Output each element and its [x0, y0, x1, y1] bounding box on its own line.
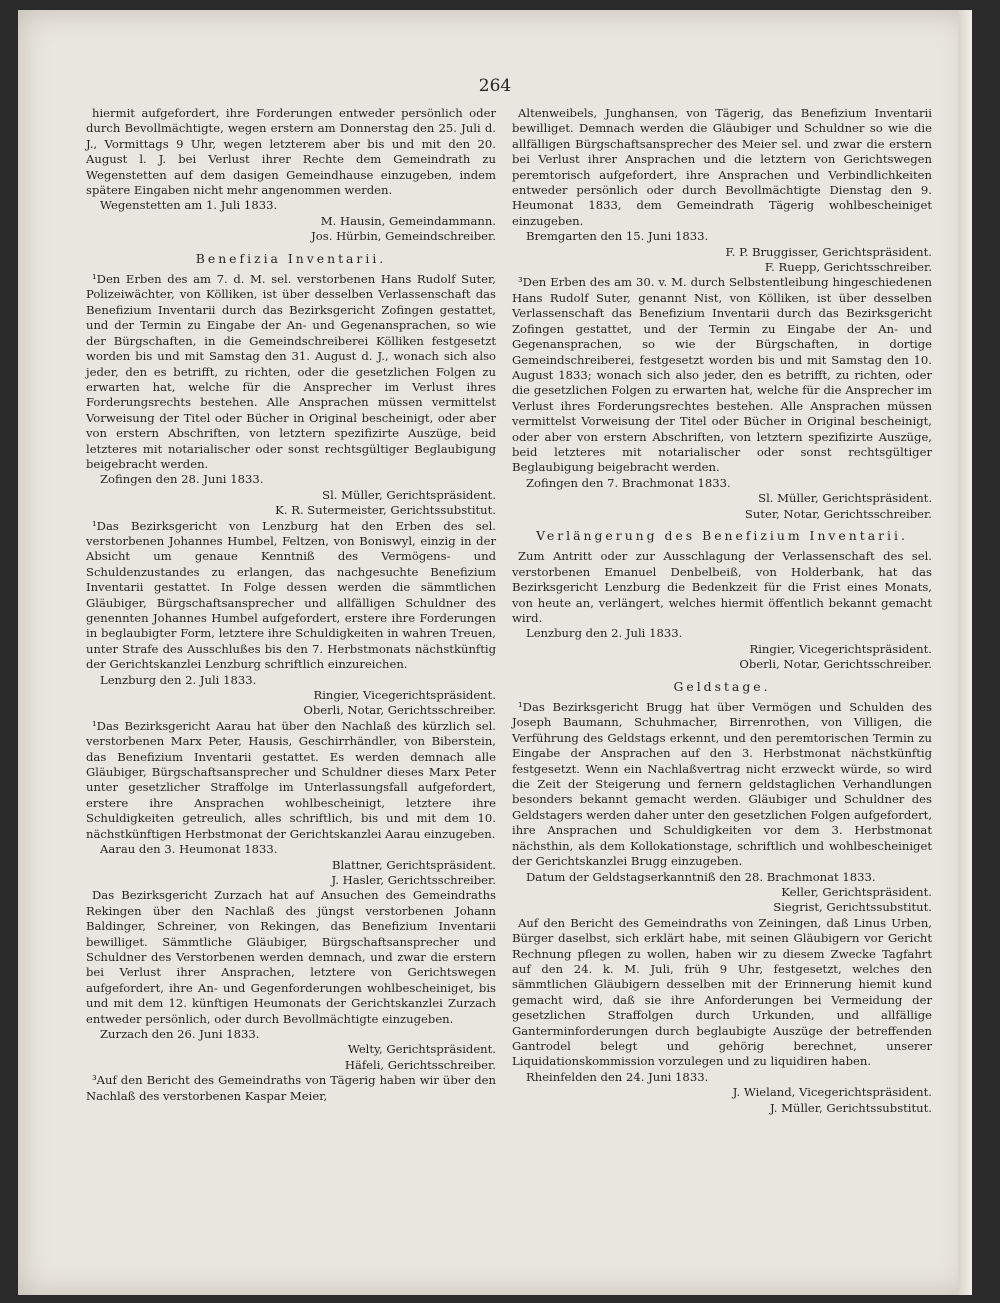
place-date-line: Datum der Geldstagserkanntniß den 28. Brachmonat 1833.	[526, 869, 876, 884]
signature-line: F. Ruepp, Gerichtsschreiber.	[764, 260, 932, 275]
notice-paragraph: ³Den Erben des am 30. v. M. durch Selbstentleibung hingeschiedenen Hans Rudolf Suter, genannt Nist, von Kölliken, ist über desselben Verlassenschaft das Benefizium Inventarii durch das Bezirksgericht Zofingen gestattet, und der Termin zu Eingabe der An- und Gegenansprachen, so wie der Bürgschaften, in dortige Gemeindschreiberei, festgesetzt worden bis und mit Samstag den 10. August 1833; wonach sich also jeder, den es betrifft, zu richten, oder die gesetzlichen Folgen zu erwarten hat, welche für die Ansprecher im Verlust ihres Forderungsrechtes bestehen. Alle Ansprachen müssen vermittelst Vorweisung der Titel oder Bücher in Original bescheinigt, oder aber von erstern Abschriften, von letztern spezifizirte Auszüge, beid letzteres mit notarialischer oder sonst rechtsgültiger Beglaubigung beigebracht werden.	[512, 275, 932, 475]
signature-line: F. P. Bruggisser, Gerichtspräsident.	[725, 244, 932, 259]
place-date-line: Lenzburg den 2. Juli 1833.	[100, 672, 257, 687]
newspaper-page	[18, 10, 972, 1295]
signature-line: J. Hasler, Gerichtsschreiber.	[331, 872, 496, 887]
section-heading: Geldstage.	[673, 678, 771, 694]
signature-line: Häfeli, Gerichtsschreiber.	[344, 1057, 496, 1072]
place-date-line: Bremgarten den 15. Juni 1833.	[526, 229, 709, 244]
signature-line: Welty, Gerichtspräsident.	[347, 1042, 496, 1057]
page-number: 264	[478, 76, 512, 96]
place-date-line: Wegenstetten am 1. Juli 1833.	[100, 198, 278, 213]
signature-line: J. Wieland, Vicegerichtspräsident.	[732, 1085, 932, 1100]
page-spine	[958, 10, 972, 1295]
place-date-line: Rheinfelden den 24. Juni 1833.	[526, 1069, 709, 1084]
signature-line: Blattner, Gerichtspräsident.	[332, 857, 496, 872]
signature-line: Siegrist, Gerichtssubstitut.	[773, 900, 932, 915]
signature-line: Ringier, Vicegerichtspräsident.	[313, 688, 496, 703]
notice-paragraph: ³Auf den Bericht des Gemeindraths von Tägerig haben wir über den Nachlaß des verstorbenen Kaspar Meier,	[86, 1073, 496, 1103]
signature-line: M. Hausin, Gemeindammann.	[320, 213, 496, 228]
notice-paragraph: Altenweibels, Junghansen, von Tägerig, das Benefizium Inventarii bewilliget. Demnach werden die Gläubiger und Schuldner so wie die allfälligen Bürgschaftsansprecher des Meier sel. und zwar die erstern bei Verlust ihrer Ansprachen und die letztern von Gerichtswegen peremtorisch aufgefordert, ihre Ansprachen und Verbindlichkeiten entweder persönlich oder durch Bevollmächtigte Dienstag den 9. Heumonat 1833, dem Gemeindrath Tägerig wohlbescheiniget einzugeben.	[512, 106, 932, 228]
notice-paragraph: ¹Das Bezirksgericht Aarau hat über den Nachlaß des kürzlich sel. verstorbenen Marx Peter, Hausis, Geschirrhändler, von Biberstein, das Benefizium Inventarii gestattet. Es werden demnach alle Gläubiger, Bürgschaftsansprecher und Schuldner dieses Marx Peter unter gesetzlicher Straffolge im Unterlassungsfall aufgefordert, erstere ihre Ansprachen wohlbescheinigt, letztere ihre Schuldigkeiten getreulich, alles schriftlich, bis und mit dem 10. nächstkünftigen Herbstmonat der Gerichtskanzlei Aarau einzugeben.	[86, 718, 496, 841]
notice-paragraph: Auf den Bericht des Gemeindraths von Zeiningen, daß Linus Urben, Bürger daselbst, sich erklärt habe, mit seinen Gläubigern vor Gericht Rechnung pflegen zu wollen, haben wir zu diesem Zwecke Tagfahrt auf den 24. k. M. Juli, früh 9 Uhr, festgesetzt, welches den sämmtlichen Gläubigern desselben mit der Erinnerung hiemit kund gemacht wird, daß sie ihre Anforderungen bei Vermeidung der gesetzlichen Straffolgen durch Urkunden, und allfällige Ganterminforderungen durch beglaubigte Auszüge der betreffenden Gantrodel belegt und gehörig berechnet, unserer Liquidationskommission vorzulegen und zu liquidiren haben.	[512, 915, 932, 1069]
signature-line: Sl. Müller, Gerichtspräsident.	[322, 487, 496, 502]
place-date-line: Zofingen den 7. Brachmonat 1833.	[526, 475, 731, 490]
place-date-line: Zurzach den 26. Juni 1833.	[100, 1026, 260, 1041]
section-heading: Benefizia Inventarii.	[195, 250, 387, 266]
notice-paragraph: hiermit aufgefordert, ihre Forderungen entweder persönlich oder durch Bevollmächtigte, wegen erstern am Donnerstag den 25. Juli d. J., Vormittags 9 Uhr, wegen letzterem aber bis und mit den 20. August l. J. bei Verlust ihrer Rechte dem Gemeindrath zu Wegenstetten auf dem dasigen Gemeindhause einzugeben, indem spätere Eingaben nicht mehr angenommen werden.	[86, 106, 496, 198]
notice-paragraph: Zum Antritt oder zur Ausschlagung der Verlassenschaft des sel. verstorbenen Emanuel Denbelbeiß, von Holderbank, hat das Bezirksgericht Lenzburg die Bedenkzeit für die Frist eines Monats, von heute an, verlängert, welches hiermit öffentlich bekannt gemacht wird.	[512, 549, 932, 625]
section-heading: Verlängerung des Benefizium Inventarii.	[536, 527, 908, 543]
notice-paragraph: Das Bezirksgericht Zurzach hat auf Ansuchen des Gemeindraths Rekingen über den Nachlaß des jüngst verstorbenen Johann Baldinger, Schreiner, von Rekingen, das Benefizium Inventarii bewilliget. Sämmtliche Gläubiger, Bürgschaftsansprecher und Schuldner des Verstorbenen werden demnach, und zwar die erstern bei Verlust ihrer Ansprachen, letztere von Gerichtswegen aufgefordert, ihre An- und Gegenforderungen wohlbescheiniget, bis und mit dem 12. künftigen Heumonats der Gerichtskanzlei Zurzach entweder persönlich, oder durch Bevollmächtigte einzugeben.	[86, 888, 496, 1026]
place-date-line: Zofingen den 28. Juni 1833.	[100, 472, 264, 487]
notice-paragraph: ¹Das Bezirksgericht Brugg hat über Vermögen und Schulden des Joseph Baumann, Schuhmacher, Birrenrothen, von Villigen, die Verführung des Geldstags erkennt, und den peremtorischen Termin zu Eingabe der Ansprachen auf den 3. Herbstmonat nächstkünftig festgesetzt. Wenn ein Nachlaßvertrag nicht erzweckt würde, so wird die Zeit der Steigerung und fernern geldstaglichen Verhandlungen besonders bekannt gemacht werden. Gläubiger und Schuldner des Geldstagers werden daher unter den gesetzlichen Folgen aufgefordert, ihre Ansprachen und Schuldigkeiten vor dem 3. Herbstmonat nächsthin, als dem Kollokationstage, schriftlich und wohlbescheiniget der Gerichtskanzlei Brugg einzugeben.	[512, 700, 932, 869]
signature-line: Keller, Gerichtspräsident.	[781, 884, 932, 899]
signature-line: Sl. Müller, Gerichtspräsident.	[758, 491, 932, 506]
notice-paragraph: ¹Das Bezirksgericht von Lenzburg hat den Erben des sel. verstorbenen Johannes Humbel, Feltzen, von Boniswyl, einzig in der Absicht um genaue Kenntniß des Vermögens- und Schuldenzustandes zu erlangen, das nachgesuchte Benefizium Inventarii gestattet. In Folge dessen werden die sämmtlichen Gläubiger, Bürgschaftsansprecher und allfälligen Schuldner des genennten Johannes Humbel aufgefordert, erstere ihre Forderungen in beglaubigter Form, letztere ihre Schuldigkeiten in wahren Treuen, unter Strafe des Ausschlußes bis den 7. Herbstmonats nächstkünftig der Gerichtskanzlei Lenzburg schriftlich einzureichen.	[86, 518, 496, 672]
signature-line: K. R. Sutermeister, Gerichtssubstitut.	[275, 503, 496, 518]
left-column	[86, 106, 496, 1104]
signature-line: J. Müller, Gerichtssubstitut.	[770, 1100, 932, 1115]
place-date-line: Aarau den 3. Heumonat 1833.	[100, 842, 278, 857]
signature-line: Oberli, Notar, Gerichtsschreiber.	[303, 703, 496, 718]
place-date-line: Lenzburg den 2. Juli 1833.	[526, 626, 683, 641]
right-column	[512, 106, 932, 1116]
signature-line: Oberli, Notar, Gerichtsschreiber.	[739, 657, 932, 672]
signature-line: Jos. Hürbin, Gemeindschreiber.	[311, 229, 496, 244]
signature-line: Ringier, Vicegerichtspräsident.	[749, 641, 932, 656]
notice-paragraph: ¹Den Erben des am 7. d. M. sel. verstorbenen Hans Rudolf Suter, Polizeiwächter, von Kölliken, ist über desselben Verlassenschaft das Benefizium Inventarii durch das Bezirksgericht Zofingen gestattet, und der Termin zu Eingabe der An- und Gegenansprachen, so wie der Bürgschaften, in die Gemeindschreiberei Kölliken festgesetzt worden bis und mit Samstag den 31. August d. J., wonach sich also jeder, den es betrifft, zu richten, oder die gesetzlichen Folgen zu erwarten hat, welche für die Ansprecher im Verlust ihres Forderungsrechts bestehen. Alle Ansprachen müssen vermittelst Vorweisung der Titel oder Bücher in Original bescheinigt, oder aber von erstern Abschriften, von letztern spezifizirte Auszüge, beid letzteres mit notarialischer oder sonst rechtsgültiger Beglaubigung beigebracht werden.	[86, 272, 496, 471]
signature-line: Suter, Notar, Gerichtsschreiber.	[744, 506, 932, 521]
